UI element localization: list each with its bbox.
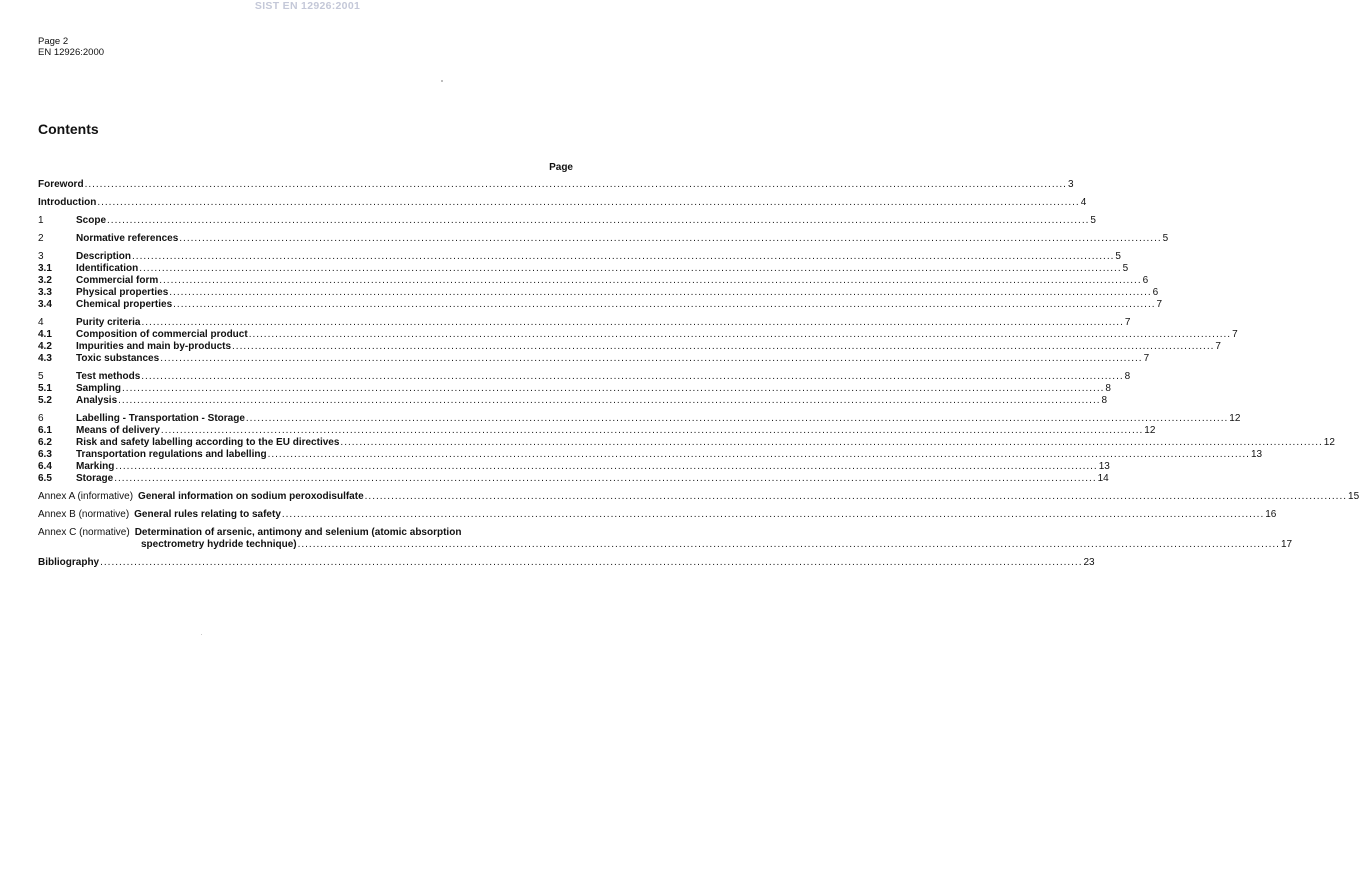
toc-entry-title: Introduction [38,197,97,208]
toc-entry-title: Transportation regulations and labelling [76,449,267,460]
toc-leader-dots [173,299,1155,311]
toc-entry-page: 17 [1280,539,1293,550]
toc-leader-dots [132,251,1114,263]
toc-leader-dots [298,539,1280,551]
toc-entry[interactable] [38,461,1110,473]
toc-entry-page: 4 [1080,197,1087,208]
toc-entry-number: 6.3 [38,449,52,460]
toc-entry[interactable] [38,353,1150,365]
toc-entry-page: 6 [1142,275,1149,286]
annex-label: Annex A (informative) [38,491,134,502]
toc-entry-title: Means of delivery [76,425,160,436]
annex-label: Annex C (normative) [38,527,130,538]
toc-annex-entry[interactable] [38,491,1359,503]
toc-entry-title: Foreword [38,179,84,190]
toc-entry-number: 4 [38,317,44,328]
toc-leader-dots [139,263,1121,275]
page-number: Page 2 [38,36,69,47]
toc-entry-number: 6.5 [38,473,52,484]
toc-entry-title: Risk and safety labelling according to the EU directives [76,437,340,448]
watermark: SIST EN 12926:2001 [254,0,361,12]
toc-entry-title: Chemical properties [76,299,173,310]
toc-entry-page: 14 [1097,473,1109,484]
page-header [38,36,104,58]
toc-leader-dots [114,473,1096,485]
toc-annex-entry[interactable] [38,509,1277,521]
toc-entry-page: 7 [1124,317,1131,328]
toc-entry-title: Test methods [76,371,141,382]
toc-entry-number: 3.4 [38,299,52,310]
toc-entry-page: 5 [1090,215,1096,226]
toc-entry[interactable] [38,425,1156,437]
toc-entry-page: 7 [1215,341,1221,352]
toc-entry-page: 12 [1323,437,1335,448]
toc-entry-title: Commercial form [76,275,159,286]
page-column-label: Page [549,162,573,173]
toc-entry-number: 4.1 [38,329,52,340]
toc-entry-page: 8 [1124,371,1131,382]
toc-entry-page: 12 [1229,413,1241,424]
toc-entry-page: 5 [1115,251,1121,262]
annex-title-continued: spectrometry hydride technique) [141,539,297,550]
toc-entry-title: Identification [76,263,139,274]
toc-leader-dots [118,395,1100,407]
toc-entry-title: Composition of commercial product [76,329,248,340]
toc-entry-page: 5 [1122,263,1129,274]
toc-entry[interactable] [38,437,1335,449]
toc-entry-title: Bibliography [38,557,100,568]
toc-entry-page: 15 [1348,491,1359,502]
toc-entry-number: 6.2 [38,437,52,448]
toc-entry-title: Scope [76,215,107,226]
toc-entry-number: 3.3 [38,287,52,298]
toc-entry-page: 8 [1105,383,1111,394]
toc-entry[interactable] [38,317,1131,329]
toc-entry-number: 5.2 [38,395,52,406]
toc-entry[interactable] [38,179,1074,191]
toc-entry[interactable] [38,383,1111,395]
annex-title: Determination of arsenic, antimony and selenium (atomic absorption [134,527,462,538]
toc-annex-entry[interactable] [38,527,1293,551]
toc-entry-number: 1 [38,215,44,226]
toc-entry-number: 3 [38,251,44,262]
toc-leader-dots [141,371,1123,383]
annex-title: General rules relating to safety [134,509,281,520]
toc-entry[interactable] [38,473,1109,485]
toc-entry[interactable] [38,395,1108,407]
toc-entry-page: 6 [1152,287,1159,298]
toc-leader-dots [246,413,1228,425]
toc-entry[interactable] [38,341,1221,353]
toc-entry[interactable] [38,215,1096,227]
toc-leader-dots [179,233,1161,245]
scan-speck [441,80,443,82]
toc-entry[interactable] [38,287,1159,299]
toc-entry[interactable] [38,329,1238,341]
toc-entry-page: 23 [1083,557,1095,568]
toc-leader-dots [160,353,1142,365]
standard-number: EN 12926:2000 [38,47,105,58]
toc-entry[interactable] [38,263,1129,275]
toc-leader-dots [161,425,1143,437]
toc-entry-number: 4.3 [38,353,52,364]
toc-leader-dots [107,215,1089,227]
toc-leader-dots [100,557,1082,569]
toc-entry[interactable] [38,233,1169,245]
toc-entry-page: 12 [1144,425,1156,436]
toc-entry-title: Description [76,251,132,262]
toc-leader-dots [159,275,1141,287]
toc-entry-page: 7 [1143,353,1150,364]
toc-leader-dots [268,449,1250,461]
toc-entry-page: 5 [1162,233,1169,244]
toc-leader-dots [249,329,1231,341]
toc-entry-title: Purity criteria [76,317,141,328]
annex-title: General information on sodium peroxodisulfate [138,491,364,502]
toc-entry-title: Toxic substances [76,353,160,364]
toc-entry[interactable] [38,275,1149,287]
toc-entry-title: Storage [76,473,114,484]
scan-speck [201,634,202,635]
toc-entry-title: Physical properties [76,287,169,298]
toc-entry-number: 6 [38,413,44,424]
toc-entry-number: 2 [38,233,44,244]
toc-entry[interactable] [38,371,1131,383]
toc-entry[interactable] [38,299,1163,311]
toc-entry-page: 3 [1067,179,1074,190]
toc-entry[interactable] [38,251,1121,263]
toc-leader-dots [340,437,1322,449]
toc-leader-dots [122,383,1104,395]
toc-entry[interactable] [38,413,1241,425]
toc-entry-number: 4.2 [38,341,52,352]
toc-entry-number: 5 [38,371,44,382]
toc-leader-dots [365,491,1347,503]
toc-entry-page: 7 [1232,329,1238,340]
toc-entry-bibliography[interactable] [38,557,1095,569]
toc-entry[interactable] [38,197,1087,209]
toc-entry-title: Marking [76,461,115,472]
toc-entry-page: 13 [1250,449,1263,460]
toc-leader-dots [115,461,1097,473]
toc-entry-page: 7 [1156,299,1163,310]
toc-entry-page: 16 [1265,509,1277,520]
toc-entry-title: Impurities and main by-products [76,341,232,352]
toc-entry-number: 3.1 [38,263,52,274]
toc-entry-number: 5.1 [38,383,52,394]
toc-leader-dots [232,341,1214,353]
toc-leader-dots [97,197,1079,209]
toc-entry[interactable] [38,449,1263,461]
toc-leader-dots [282,509,1264,521]
toc-leader-dots [169,287,1151,299]
toc-entry-title: Labelling - Transportation - Storage [76,413,245,424]
toc-entry-title: Normative references [76,233,179,244]
toc-entry-title: Analysis [76,395,118,406]
toc-entry-title: Sampling [76,383,122,394]
page-title: Contents [38,121,99,137]
toc-entry-number: 6.4 [38,461,52,472]
toc-entry-number: 3.2 [38,275,52,286]
annex-label: Annex B (normative) [38,509,130,520]
toc-leader-dots [141,317,1123,329]
toc-entry-page: 8 [1101,395,1108,406]
toc-entry-page: 13 [1098,461,1110,472]
toc-leader-dots [85,179,1067,191]
toc-entry-number: 6.1 [38,425,52,436]
table-of-contents [38,179,1359,569]
